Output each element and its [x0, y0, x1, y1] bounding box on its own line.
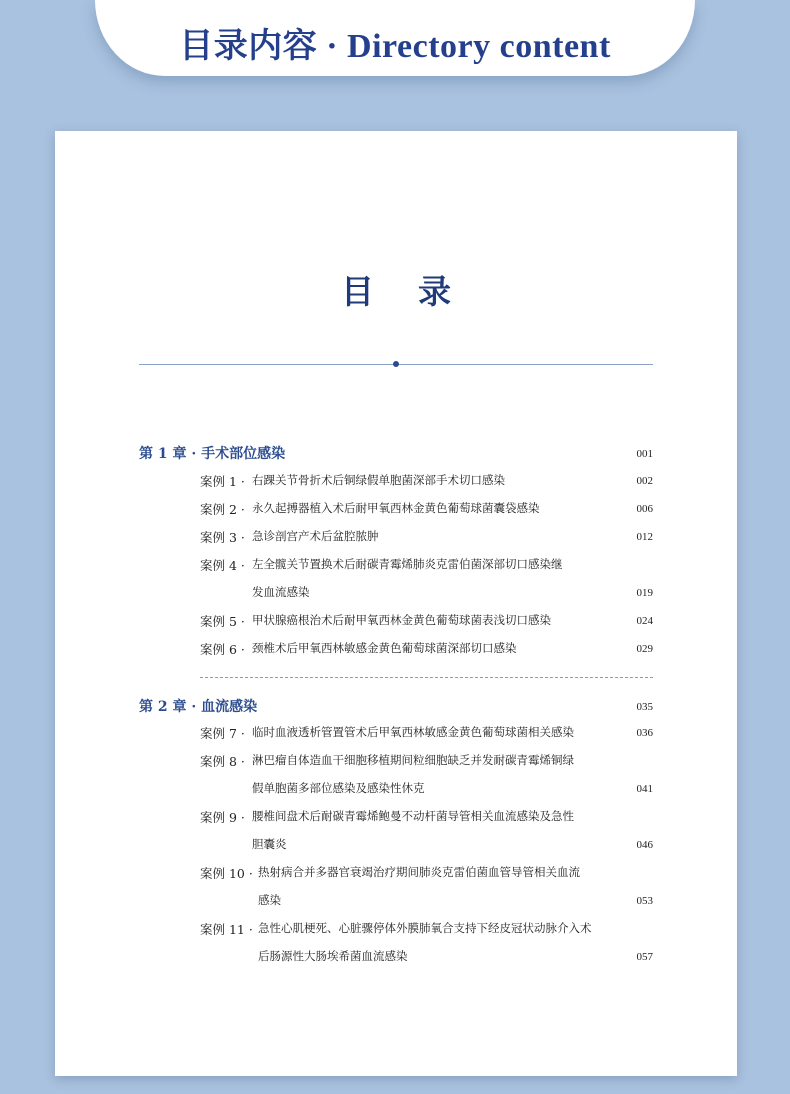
case-title-continued: 感染 [258, 893, 281, 907]
case-page-number: 029 [636, 643, 653, 655]
case-label: 案例 8 · [200, 754, 245, 769]
case-label: 案例 5 · [200, 614, 245, 629]
case-title-continued: 假单胞菌多部位感染及感染性休克 [252, 781, 425, 795]
case-page-number: 046 [636, 839, 653, 851]
chapter-2[interactable] [139, 696, 653, 720]
case-title: 永久起搏器植入术后耐甲氧西林金黄色葡萄球菌囊袋感染 [252, 501, 540, 515]
toc-entry-case-1[interactable] [200, 472, 653, 496]
case-label: 案例 11 · [200, 922, 253, 937]
chapter-1[interactable] [139, 443, 653, 467]
case-page-number: 006 [636, 503, 653, 515]
case-page-number: 002 [636, 475, 653, 487]
toc-entry-case-9[interactable] [200, 808, 653, 860]
case-title-continued: 胆囊炎 [252, 837, 287, 851]
case-label: 案例 10 · [200, 866, 253, 881]
case-page-number: 012 [636, 531, 653, 543]
banner-title: 目录内容 · Directory content [179, 28, 611, 65]
case-label: 案例 7 · [200, 726, 245, 741]
case-page-number: 019 [636, 587, 653, 599]
toc-entry-case-5[interactable] [200, 612, 653, 636]
case-title: 淋巴瘤自体造血干细胞移植期间粒细胞缺乏并发耐碳青霉烯铜绿 [252, 753, 574, 767]
case-title: 热射病合并多器官衰竭治疗期间肺炎克雷伯菌血管导管相关血流 [258, 865, 580, 879]
case-label: 案例 2 · [200, 502, 245, 517]
case-title: 右踝关节骨折术后铜绿假单胞菌深部手术切口感染 [252, 473, 505, 487]
case-title: 颈椎术后甲氧西林敏感金黄色葡萄球菌深部切口感染 [252, 641, 517, 655]
case-title: 急诊剖宫产术后盆腔脓肿 [252, 529, 379, 543]
document-page [55, 131, 737, 1076]
case-page-number: 053 [636, 895, 653, 907]
toc-entry-case-7[interactable] [200, 724, 653, 748]
case-title: 临时血液透析管置管术后甲氧西林敏感金黄色葡萄球菌相关感染 [252, 725, 574, 739]
case-label: 案例 1 · [200, 474, 245, 489]
case-page-number: 057 [636, 951, 653, 963]
chapter-title: 第 1 章 · 手术部位感染 [139, 446, 286, 462]
case-title-continued: 发血流感染 [252, 585, 310, 599]
case-label: 案例 9 · [200, 810, 245, 825]
case-title: 甲状腺癌根治术后耐甲氧西林金黄色葡萄球菌表浅切口感染 [252, 613, 551, 627]
toc-entry-case-8[interactable] [200, 752, 653, 804]
chapter-page-number: 035 [636, 701, 653, 713]
case-title-continued: 后肠源性大肠埃希菌血流感染 [258, 949, 408, 963]
case-title: 左全髋关节置换术后耐碳青霉烯肺炎克雷伯菌深部切口感染继 [252, 557, 563, 571]
toc-entry-case-2[interactable] [200, 500, 653, 524]
case-label: 案例 4 · [200, 558, 245, 573]
toc-entry-case-6[interactable] [200, 640, 653, 664]
toc-entry-case-10[interactable] [200, 864, 653, 916]
divider-dot [393, 361, 399, 367]
case-title: 腰椎间盘术后耐碳青霉烯鲍曼不动杆菌导管相关血流感染及急性 [252, 809, 574, 823]
toc-entry-case-4[interactable] [200, 556, 653, 608]
case-page-number: 036 [636, 727, 653, 739]
case-label: 案例 3 · [200, 530, 245, 545]
case-page-number: 024 [636, 615, 653, 627]
toc-heading: 目录 [341, 272, 495, 311]
chapter-divider [200, 677, 653, 678]
header-banner [95, 0, 695, 76]
case-label: 案例 6 · [200, 642, 245, 657]
toc-entry-case-3[interactable] [200, 528, 653, 552]
toc-entry-case-11[interactable] [200, 920, 653, 972]
chapter-page-number: 001 [636, 448, 653, 460]
chapter-title: 第 2 章 · 血流感染 [139, 699, 258, 715]
case-page-number: 041 [636, 783, 653, 795]
case-title: 急性心肌梗死、心脏骤停体外膜肺氧合支持下经皮冠状动脉介入术 [258, 921, 592, 935]
